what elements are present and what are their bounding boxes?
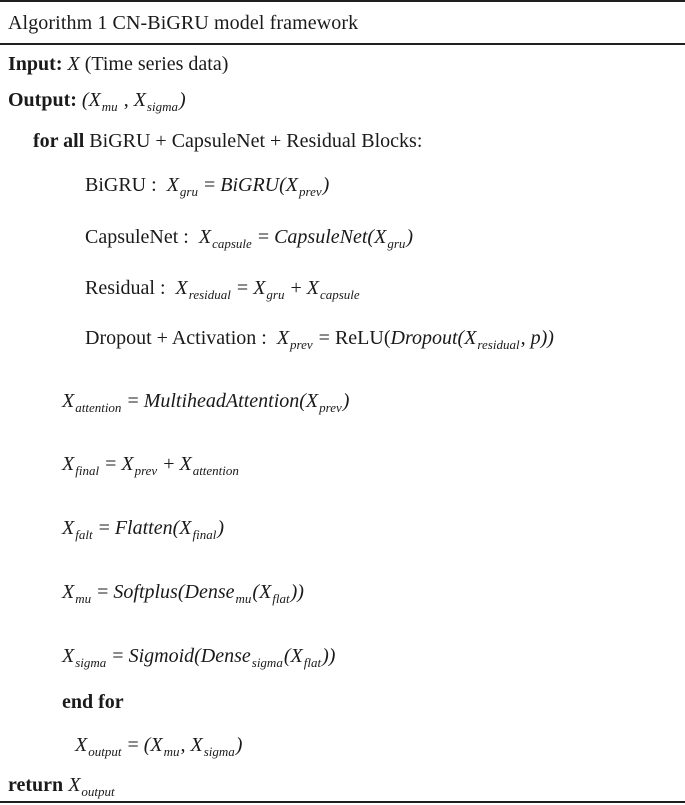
subscript: flat (272, 591, 290, 606)
line-x-final (0, 449, 685, 479)
line-bigru-step (0, 170, 685, 200)
text-segment: (Time series data) (79, 53, 229, 75)
subscript: falt (75, 527, 93, 542)
text-segment: + (158, 453, 180, 475)
subscript: gru (266, 287, 285, 302)
text-segment: = ReLU( (313, 327, 391, 349)
text-segment: BiGRU + CapsuleNet + Residual Blocks: (84, 130, 423, 152)
subscript: mu (101, 99, 118, 114)
subscript: attention (192, 463, 239, 478)
text-segment: X (179, 453, 192, 475)
subscript: residual (188, 287, 231, 302)
subscript: prev (299, 184, 322, 199)
line-capsulenet-step (0, 222, 685, 252)
text-segment: X (62, 453, 75, 475)
text-segment: BiGRU( (220, 174, 286, 196)
text-segment: X (62, 390, 75, 412)
text-segment: Softplus( (113, 581, 185, 603)
text-segment: X (190, 734, 203, 756)
text-segment: X (68, 774, 81, 796)
text-segment: p (530, 327, 541, 349)
subscript: gru (387, 236, 406, 251)
text-segment: CapsuleNet( (274, 226, 375, 248)
subscript: capsule (212, 236, 252, 251)
text-segment: X (179, 517, 192, 539)
text-segment: ) (235, 734, 243, 756)
text-segment: X (276, 327, 290, 349)
subscript: sigma (251, 655, 283, 670)
subscript: capsule (319, 287, 360, 302)
subscript: final (75, 463, 100, 478)
text-segment: X (198, 226, 212, 248)
bottom-rule (0, 801, 685, 803)
line-return (0, 770, 685, 800)
text-segment: X (62, 517, 75, 539)
text-segment: Input: (8, 53, 68, 75)
subscript: mu (235, 591, 252, 606)
line-x-output (0, 730, 685, 760)
subscript: mu (75, 591, 92, 606)
subscript: attention (75, 400, 122, 415)
algorithm-body (0, 45, 685, 800)
line-end-for (0, 687, 685, 717)
text-segment: return (8, 774, 69, 796)
text-segment: X (62, 645, 75, 667)
text-segment: ) (406, 226, 414, 248)
text-segment: = (198, 174, 221, 196)
text-segment: = (93, 517, 115, 539)
text-segment: X (305, 390, 319, 412)
text-segment: X (285, 174, 299, 196)
text-segment: Flatten( (114, 517, 180, 539)
text-segment: )) (290, 581, 304, 603)
text-segment: ( (283, 645, 291, 667)
text-segment: ) (178, 89, 186, 111)
line-input (0, 49, 685, 79)
subscript: prev (319, 400, 342, 415)
text-segment: X (175, 277, 188, 299)
text-segment: , (520, 327, 531, 349)
text-segment: X (67, 53, 80, 75)
text-segment: ) (322, 174, 330, 196)
text-segment: Dense (200, 645, 251, 667)
text-segment: X (121, 453, 134, 475)
text-segment: CapsuleNet : (85, 226, 199, 248)
line-for-all (0, 126, 685, 156)
line-x-attention (0, 386, 685, 416)
text-segment: = (92, 581, 114, 603)
text-segment: = (100, 453, 122, 475)
text-segment: ( (81, 89, 89, 111)
text-segment: Dropout( (390, 327, 465, 349)
text-segment: for all (33, 130, 85, 152)
text-segment: = (231, 277, 254, 299)
text-segment: BiGRU : (85, 174, 167, 196)
text-segment: X (290, 645, 303, 667)
text-segment: + (285, 277, 307, 299)
line-dropout-activation-step (0, 323, 685, 353)
text-segment: X (88, 89, 101, 111)
text-segment: = (122, 734, 144, 756)
subscript: output (81, 784, 115, 799)
line-x-falt (0, 513, 685, 543)
text-segment: )) (540, 327, 554, 349)
text-segment: Output: (8, 89, 82, 111)
text-segment: , (180, 734, 191, 756)
text-segment: , (118, 89, 134, 111)
subscript: sigma (146, 99, 178, 114)
subscript: final (192, 527, 217, 542)
subscript: gru (179, 184, 198, 199)
text-segment: )) (322, 645, 336, 667)
text-segment: = (122, 390, 144, 412)
text-segment: Dropout + Activation : (85, 327, 277, 349)
text-segment: X (253, 277, 266, 299)
subscript: prev (290, 337, 313, 352)
line-x-mu (0, 577, 685, 607)
subscript: output (88, 744, 122, 759)
text-segment: X (133, 89, 146, 111)
subscript: sigma (75, 655, 107, 670)
text-segment: end for (62, 691, 124, 713)
subscript: prev (134, 463, 158, 478)
text-segment: MultiheadAttention( (143, 390, 306, 412)
text-segment: = (107, 645, 129, 667)
text-segment: X (166, 174, 179, 196)
text-segment: X (374, 226, 387, 248)
line-x-sigma (0, 641, 685, 671)
subscript: residual (477, 337, 520, 352)
subscript: mu (163, 744, 180, 759)
text-segment: X (306, 277, 319, 299)
text-segment: X (464, 327, 477, 349)
text-segment: ) (342, 390, 350, 412)
text-segment: X (62, 581, 75, 603)
text-segment: Sigmoid( (128, 645, 201, 667)
text-segment: X (259, 581, 272, 603)
subscript: sigma (203, 744, 235, 759)
line-residual-step (0, 273, 685, 303)
text-segment: ( (143, 734, 151, 756)
text-segment: Residual : (85, 277, 176, 299)
algorithm-title: Algorithm 1 CN-BiGRU model framework (8, 12, 359, 34)
subscript: flat (303, 655, 322, 670)
text-segment: X (75, 734, 88, 756)
text-segment: ) (217, 517, 225, 539)
text-segment: = (252, 226, 275, 248)
line-output (0, 85, 685, 115)
text-segment: ( (252, 581, 260, 603)
text-segment: Dense (184, 581, 235, 603)
text-segment: X (150, 734, 163, 756)
